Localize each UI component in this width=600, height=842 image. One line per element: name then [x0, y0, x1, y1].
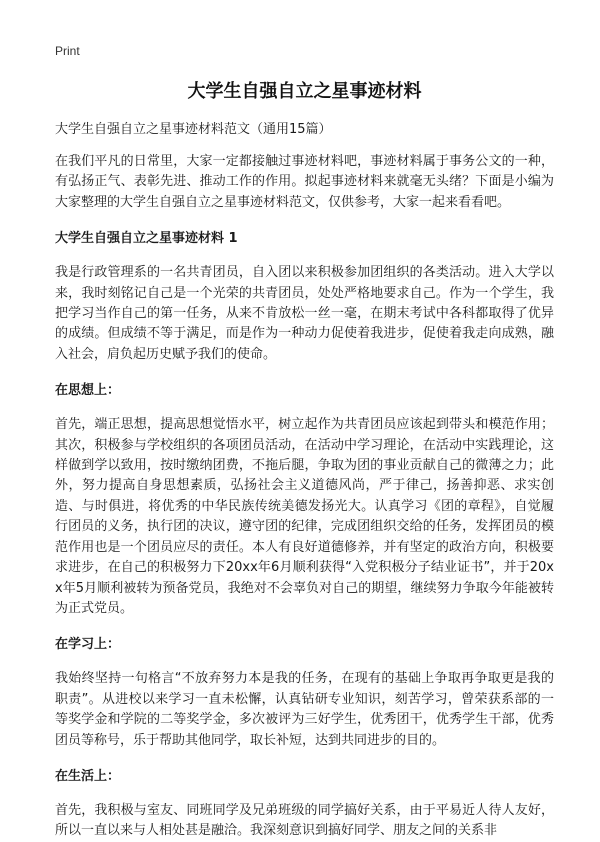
study-heading: 在学习上：: [55, 637, 121, 653]
print-label[interactable]: Print: [55, 44, 80, 58]
document-subtitle: 大学生自强自立之星事迹材料范文（通用15篇）: [55, 122, 332, 137]
life-heading: 在生活上：: [55, 768, 121, 784]
thought-heading: 在思想上：: [55, 383, 121, 399]
study-paragraph: 我始终坚持一句格言“不放弃努力本是我的任务，在现有的基础上争取再争取更是我的职责”。从进校以来学习一直未松懈，认真钻研专业知识，刻苦学习，曾荣获系部的一等奖学金和学院的二等奖学金，多次被评为三好学生，优秀团干，优秀学生干部，优秀团员等称号，乐于帮助其他同学，取长补短，达到共同进步的目的。: [55, 671, 554, 748]
section-heading-1: 大学生自强自立之星事迹材料 1: [55, 231, 238, 247]
document-title: 大学生自强自立之星事迹材料: [187, 81, 422, 102]
section1-paragraph: 我是行政管理系的一名共青团员，自入团以来积极参加团组织的各类活动。进入大学以来，我时刻铭记自己是一个光荣的共青团员，处处严格地要求自己。作为一个学生，我把学习当作自己的第一任务，从来不肯放松一丝一毫，在期末考试中各科都取得了优异的成绩。但成绩不等于满足，而是作为一种动力促使着我进步，促使着我走向成熟，融入社会，肩负起历史赋予我们的使命。: [55, 265, 554, 362]
thought-paragraph: 首先，端正思想，提高思想觉悟水平，树立起作为共青团员应该起到带头和模范作用；其次，积极参与学校组织的各项团员活动，在活动中学习理论，在活动中实践理论，这样做到学以致用，按时缴纳团费，不拖后腿，争取为团的事业贡献自己的微薄之力；此外，努力提高自身思想素质，弘扬社会主义道德风尚，严于律己，扬善抑恶、求实创造、与时俱进，将优秀的中华民族传统美德发扬光大。认真学习《团的章程》，自觉履行团员的义务，执行团的决议，遵守团的纪律，完成团组织交给的任务，发挥团员的模范作用也是一个团员应尽的责任。本人有良好道德修养，并有坚定的政治方向，积极要求进步，在自己的积极努力下20xx年6月顺利获得“入党积极分子结业证书”，并于20xx年5月顺利被转为预备党员，我绝对不会辜负对自己的期望，继续努力争取今年能被转为正式党员。: [55, 417, 554, 616]
intro-paragraph: 在我们平凡的日常里，大家一定都接触过事迹材料吧，事迹材料属于事务公文的一种，有弘扬正气、表彰先进、推动工作的作用。拟起事迹材料来就毫无头绪？下面是小编为大家整理的大学生自强自立之星事迹材料范文，仅供参考，大家一起来看看吧。: [55, 154, 554, 210]
life-paragraph: 首先，我积极与室友、同班同学及兄弟班级的同学搞好关系，由于平易近人待人友好，所以一直以来与人相处甚是融洽。我深刻意识到搞好同学、朋友之间的关系非: [55, 802, 554, 839]
